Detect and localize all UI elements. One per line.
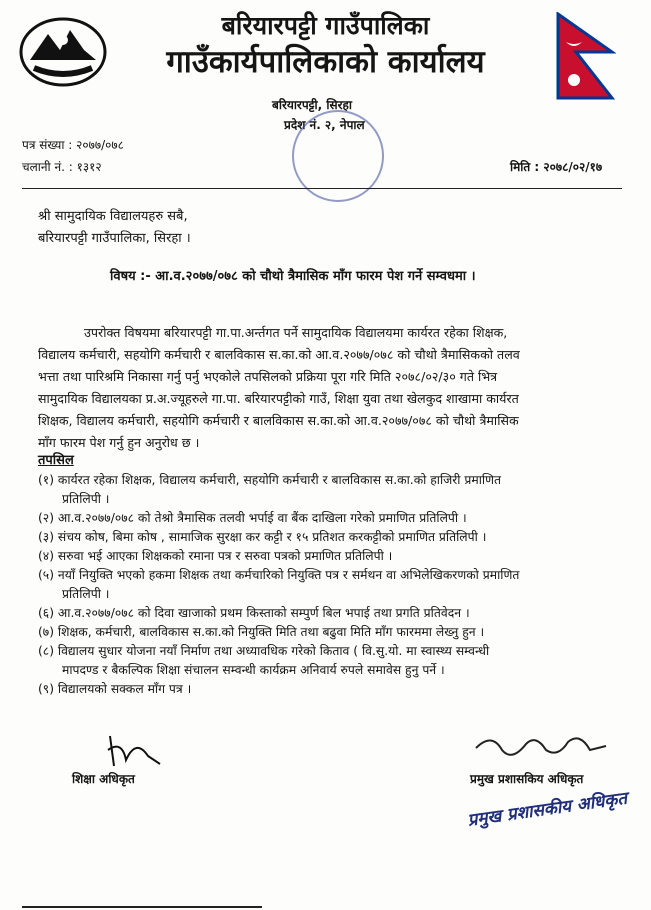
list-item: (४) सरुवा भई आएका शिक्षकको रमाना पत्र र सरुवा पत्रको प्रमाणित प्रतिलिपी ।	[38, 549, 393, 563]
tapasil-list	[38, 471, 618, 699]
letter-date: मिति : २०७८/०२/१७	[510, 160, 603, 174]
list-item: (८) विद्यालय सुधार योजना नयाँ निर्माण तथा अध्यावधिक गरेको किताव ( वि.सु.यो. मा स्वास्थ्य सम्वन्धी	[38, 644, 490, 658]
body-line-6: माँग फारम पेश गर्नु हुन अनुरोध छ ।	[38, 435, 200, 450]
body-line-4: सामुदायिक विद्यालयका प्र.अ.ज्यूहरुले गा.पा. बरियारपट्टीको गाउँ, शिक्षा युवा तथा खेलकुद शाखामा कार्यरत	[38, 391, 519, 406]
body-line-5: शिक्षक, विद्यालय कर्मचारी, सहयोगि कर्मचारी र बालविकास स.का.को आ.व.२०७७/०७८ को चौथो त्रैमासिक	[38, 413, 519, 428]
education-officer-title: शिक्षा अधिकृत	[72, 772, 135, 786]
list-item: प्रतिलिपी ।	[62, 587, 110, 601]
recipient	[38, 206, 191, 250]
list-item: (७) शिक्षक, कर्मचारी, बालविकास स.का.को नियुक्ति मिति तथा बढुवा मिति माँग फारममा लेख्नु हुन ।	[38, 625, 485, 639]
list-item: मापदण्ड र बैकल्पिक शिक्षा संचालन सम्वन्धी कार्यक्रम अनिवार्य रुपले समावेस हुनु पर्ने ।	[62, 663, 445, 677]
list-item: (३) संचय कोष, बिमा कोष , सामाजिक सुरक्षा कर कट्टी र १५ प्रतिशत करकट्टीको प्रमाणित प्रतिलिपी ।	[38, 530, 487, 544]
address-line-2: प्रदेश नं. २, नेपाल	[284, 118, 365, 132]
body-line-3: भत्ता तथा पारिश्रमि निकासा गर्नु पर्नु भएकोले तपसिलको प्रक्रिया पूरा गरि मिति २०७८/०२/३० गते भित्र	[38, 369, 498, 384]
office-name: गाउँकार्यपालिकाको कार्यालय	[166, 44, 485, 80]
header-divider	[22, 188, 622, 189]
municipality-name: बरियारपट्टी गाउँपालिका	[221, 11, 430, 40]
list-item: (५) नयाँ नियुक्ति भएको हकमा शिक्षक तथा कर्मचारिको नियुक्ति पत्र र सर्मथन वा अभिलेखिकरणको प्रमाणित	[38, 568, 520, 582]
list-item: (१) कार्यरत रहेका शिक्षक, विद्यालय कर्मचारी, सहयोगि कर्मचारी र बालविकास स.का.को हाजिरी प्रमाणित	[38, 473, 501, 487]
list-item: (२) आ.व.२०७७/०७८ को तेश्रो त्रैमासिक तलवी भर्पाई वा बैंक दाखिला गरेको प्रमाणित प्रतिलिपी ।	[38, 511, 467, 525]
cao-title: प्रमुख प्रशासकिय अधिकृत	[470, 772, 584, 786]
body-line-2: विद्यालय कर्मचारी, सहयोगि कर्मचारी र बालविकास स.का.को आ.व.२०७७/०७८ को चौथो त्रैमासिकको तलव	[38, 347, 520, 362]
recipient-line-2: बरियारपट्टी गाउँपालिका, सिरहा ।	[38, 231, 191, 246]
subject-line: विषय :- आ.व.२०७७/०७८ को चौथो त्रैमासिक माँग फारम पेश गर्ने सम्वधमा ।	[110, 269, 476, 284]
list-item: प्रतिलिपी ।	[62, 492, 110, 506]
list-item: (९) विद्यालयको सक्कल माँग पत्र ।	[38, 682, 192, 696]
list-item: (६) आ.व.२०७७/०७८ को दिवा खाजाको प्रथम किस्ताको सम्पुर्ण बिल भपाई तथा प्रगति प्रतिवेदन ।	[38, 606, 470, 620]
recipient-line-1: श्री सामुदायिक विद्यालयहरु सबै,	[38, 209, 188, 224]
right-signature	[472, 728, 612, 768]
body-line-1: उपरोक्त विषयमा बरियारपट्टी गा.पा.अर्न्तगत पर्ने सामुदायिक विद्यालयमा कार्यरत रहेका शिक्षक,	[84, 325, 508, 340]
bottom-edge-line	[22, 906, 262, 908]
tapasil-heading: तपसिल	[38, 453, 74, 468]
left-signature	[96, 730, 166, 770]
letter-number: पत्र संख्या : २०७७/०७८	[22, 138, 124, 152]
cao-stamp: प्रमुख प्रशासकीय अधिकृत	[466, 788, 629, 831]
dispatch-number: चलानी नं. : १३१२	[22, 160, 102, 174]
address-line-1: बरियारपट्टी, सिरहा	[272, 98, 352, 112]
body-paragraph	[38, 322, 618, 454]
